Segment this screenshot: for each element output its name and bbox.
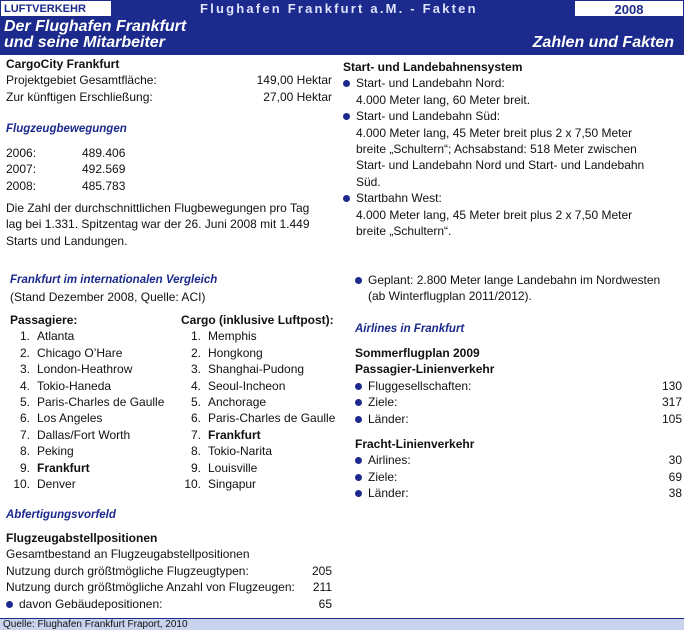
bullet-icon [355, 457, 362, 464]
apron-value: 65 [318, 596, 332, 611]
bullet-icon [343, 113, 350, 120]
list-item: 7. Frankfurt [190, 427, 261, 442]
bullet-icon [355, 399, 362, 406]
apron-value: 205 [311, 563, 332, 578]
bullet-icon [355, 474, 362, 481]
cargocity-row [6, 72, 332, 88]
list-item: 5. Anchorage [190, 395, 267, 410]
freight-row: Ziele: 69 [355, 469, 682, 485]
cargocity-value: 27,00 Hektar [263, 89, 332, 104]
list-item: 8. Tokio-Narita [190, 444, 273, 459]
list-item: 10. Singapur [184, 477, 257, 492]
runway-item: Start- und Landebahn Süd: 4.000 Meter lang, 45 Meter breit plus 2 x 7,50 Meter breite „Schultern“; Achsabstand: 518 Meter zwischen Start- und Landebahn Nord und Start- und Landebahn Süd. [343, 108, 653, 190]
apron-subheading: Flugzeugabstellpositionen [6, 531, 158, 545]
list-item: 3. London-Heathrow [19, 362, 133, 377]
list-item: 5. Paris-Charles de Gaulle [19, 395, 165, 410]
list-item: 9. Frankfurt [19, 460, 90, 475]
movements-text: Die Zahl der durchschnittlichen Flugbewegungen pro Tag lag bei 1.331. Spitzentag war der 26. Juni 2008 mit 1.449 Starts und Landungen. [6, 201, 310, 248]
freight-heading: Fracht-Linienverkehr [355, 437, 475, 452]
passengers-list [10, 312, 180, 492]
apron-section [6, 530, 332, 612]
list-item: 9. Louisville [190, 460, 258, 475]
list-item: 1. Memphis [190, 329, 257, 344]
pax-row: Fluggesellschaften: 130 [355, 378, 682, 394]
runways-heading: Start- und Landebahnensystem [343, 60, 523, 74]
list-item: 2. Hongkong [190, 345, 263, 360]
runway-item: Startbahn West: 4.000 Meter lang, 45 Meter breit plus 2 x 7,50 Meter breite „Schultern“. [343, 190, 653, 239]
cargocity-label: Projektgebiet Gesamtfläche: [6, 73, 157, 88]
bullet-icon [355, 383, 362, 390]
international-note: (Stand Dezember 2008, Quelle: ACI) [10, 290, 206, 304]
pax-heading: Passagier-Linienverkehr [355, 362, 495, 377]
movements-value: 492.569 [82, 162, 126, 177]
runway-item: Start- und Landebahn Nord: 4.000 Meter lang, 60 Meter breit. [343, 75, 653, 108]
list-item: 4. Seoul-Incheon [190, 378, 286, 393]
bullet-icon [355, 416, 362, 423]
runways-section [343, 59, 653, 239]
movements-heading: Flugzeugbewegungen [6, 123, 127, 135]
movements-row [6, 145, 206, 161]
bullet-icon [355, 490, 362, 497]
cargocity-section [6, 56, 332, 105]
runway-planned: Geplant: 2.800 Meter lange Landebahn im Nordwesten (ab Winterflugplan 2011/2012). [355, 272, 675, 305]
apron-row [6, 596, 332, 612]
movements-row [6, 178, 206, 194]
movements-table [6, 145, 206, 194]
header-year: 2008 [574, 0, 684, 17]
airlines-plan: Sommerflugplan 2009 [355, 346, 480, 360]
list-item: 10. Denver [13, 477, 76, 492]
movements-year: 2007: [6, 162, 37, 177]
cargocity-label: Zur künftigen Erschließung: [6, 89, 153, 104]
airlines-heading: Airlines in Frankfurt [355, 323, 465, 335]
movements-value: 485.783 [82, 178, 126, 193]
list-item: 8. Peking [19, 444, 74, 459]
movements-row [6, 161, 206, 177]
cargocity-heading: CargoCity Frankfurt [6, 57, 120, 71]
banner-title-line2: und seine Mitarbeiter [4, 34, 165, 51]
movements-year: 2008: [6, 178, 37, 193]
list-item: 7. Dallas/Fort Worth [19, 427, 131, 442]
cargocity-value: 149,00 Hektar [256, 73, 332, 88]
bullet-icon [343, 195, 350, 202]
apron-total-label: Gesamtbestand an Flugzeugabstellpositionen [6, 547, 250, 562]
list-item: 6. Los Angeles [19, 411, 103, 426]
top-bar [0, 0, 684, 17]
movements-value: 489.406 [82, 146, 126, 160]
freight-row: Länder: 38 [355, 485, 682, 501]
apron-value: 211 [312, 580, 332, 595]
apron-heading: Abfertigungsvorfeld [6, 509, 116, 521]
apron-label: Nutzung durch größtmögliche Anzahl von Flugzeugen: [6, 580, 295, 595]
list-item: 3. Shanghai-Pudong [190, 362, 305, 377]
airlines-section [355, 345, 682, 502]
bullet-icon [343, 80, 350, 87]
list-item: 6. Paris-Charles de Gaulle [190, 411, 336, 426]
freight-row: Airlines: 30 [355, 452, 682, 468]
banner-title-line1: Der Flughafen Frankfurt [4, 18, 187, 35]
category-label: LUFTVERKEHR [0, 0, 112, 17]
title-banner [0, 17, 684, 55]
apron-label: Nutzung durch größtmögliche Flugzeugtypen: [6, 563, 249, 578]
list-item: 1. Atlanta [19, 329, 75, 344]
list-item: 2. Chicago O’Hare [19, 345, 123, 360]
cargocity-row [6, 89, 332, 105]
header-title: Flughafen Frankfurt a.M. - Fakten [200, 1, 478, 16]
banner-subtitle: Zahlen und Fakten [532, 34, 674, 51]
bullet-icon [355, 277, 362, 284]
pax-row: Länder: 105 [355, 411, 682, 427]
apron-row [6, 579, 332, 595]
list-item: 4. Tokio-Haneda [19, 378, 112, 393]
international-heading: Frankfurt im internationalen Vergleich [10, 274, 218, 286]
cargo-list [181, 312, 341, 492]
bullet-icon [6, 601, 13, 608]
apron-row [6, 563, 332, 579]
movements-year: 2006: [6, 146, 37, 160]
pax-row: Ziele: 317 [355, 394, 682, 410]
passengers-heading: Passagiere: [10, 313, 78, 327]
apron-label: davon Gebäudepositionen: [19, 596, 163, 611]
source-footer: Quelle: Flughafen Frankfurt Fraport, 2010 [0, 618, 684, 630]
cargo-heading: Cargo (inklusive Luftpost): [181, 313, 334, 327]
